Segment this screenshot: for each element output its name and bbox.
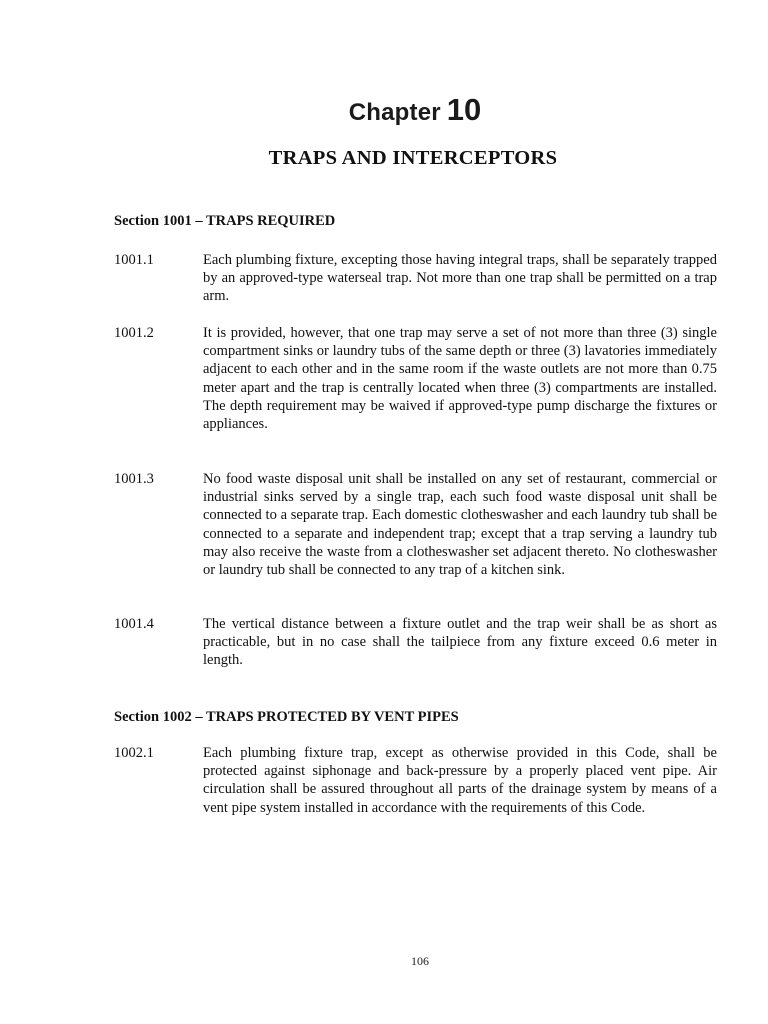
clause-text: No food waste disposal unit shall be installed on any set of restaurant, commercial or industrial sinks served by a single trap, each such food waste disposal unit shall be connected to a separate trap. Each domestic clotheswasher and each laundry tub shall be connected to a separate and independent trap; except that a trap serving a laundry tub may also receive the waste from a clotheswasher set adjacent thereto. No clotheswasher or laundry tub shall be connected to any trap of a kitchen sink.	[203, 471, 717, 579]
page-number: 106	[411, 954, 429, 968]
chapter-number: 10	[446, 92, 482, 127]
chapter-word: Chapter	[348, 99, 441, 126]
clause-text: It is provided, however, that one trap may serve a set of not more than three (3) single compartment sinks or laundry tubs of the same depth or three (3) lavatories immediately adjacent to each other and in the same room if the waste outlets are not more than 0.75 meter apart and the trap is centrally located when three (3) compartments are installed. The depth requirement may be waived if approved-type pump discharge the fixtures or appliances.	[203, 325, 717, 433]
section-heading-1002: Section 1002 – TRAPS PROTECTED BY VENT PIPES	[114, 709, 459, 725]
chapter-heading	[0, 92, 768, 128]
clause-number: 1002.1	[114, 745, 154, 761]
clause-number: 1001.2	[114, 325, 154, 341]
clause-number: 1001.1	[114, 252, 154, 268]
clause-text: Each plumbing fixture trap, except as otherwise provided in this Code, shall be protected against siphonage and back-pressure by a properly placed vent pipe. Air circulation shall be assured throughout all parts of the drainage system by means of a vent pipe system installed in accordance with the requirements of this Code.	[203, 745, 717, 816]
clause-number: 1001.3	[114, 471, 154, 487]
clause-text: Each plumbing fixture, excepting those having integral traps, shall be separately trapped by an approved-type waterseal trap. Not more than one trap shall be permitted on a trap arm.	[203, 252, 717, 305]
clause-text: The vertical distance between a fixture outlet and the trap weir shall be as short as practicable, but in no case shall the tailpiece from any fixture exceed 0.6 meter in length.	[203, 616, 717, 669]
section-heading-1001: Section 1001 – TRAPS REQUIRED	[114, 213, 336, 229]
clause-number: 1001.4	[114, 616, 154, 632]
chapter-title: TRAPS AND INTERCEPTORS	[268, 147, 558, 169]
